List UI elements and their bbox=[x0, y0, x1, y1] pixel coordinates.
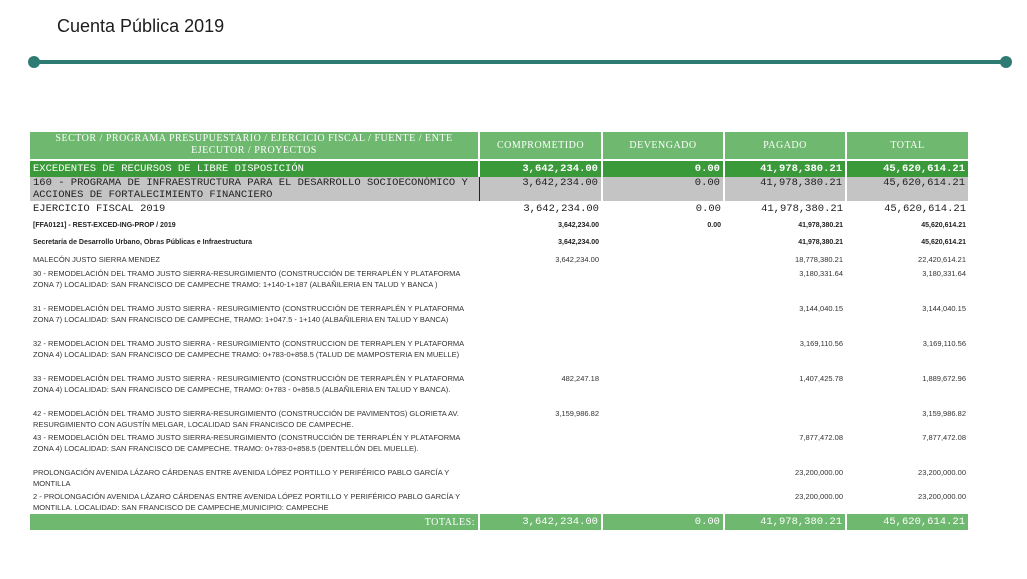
project-pagado: 23,200,000.00 bbox=[795, 468, 843, 477]
project-label: 33 - REMODELACIÓN DEL TRAMO JUSTO SIERRA - RESURGIMIENTO (CONSTRUCCIÓN DE TERRAPLÉN Y PLATAFORMA ZONA 4) LOCALIDAD: SAN FRANCISCO DE CAMPECHE, TRAMO: 0+783 - 0+858.5 (ALBAÑILERIA EN TALUD Y BANCA). bbox=[33, 374, 464, 394]
totales-pagado: 41,978,380.21 bbox=[724, 514, 846, 530]
project-row bbox=[30, 467, 969, 491]
project-pagado: 3,180,331.64 bbox=[799, 269, 843, 278]
project-label: 2 - PROLONGACIÓN AVENIDA LÁZARO CÁRDENAS ENTRE AVENIDA LÓPEZ PORTILLO Y PERIFÉRICO PABLO GARCÍA Y MONTILLA. LOCALIDAD: SAN FRANCISCO DE CAMPECHE,MUNICIPIO: CAMPECHE bbox=[33, 492, 460, 512]
totales-label: TOTALES: bbox=[30, 514, 479, 530]
project-row bbox=[30, 303, 969, 338]
ejercicio-label: EJERCICIO FISCAL 2019 bbox=[33, 202, 166, 215]
ejercicio-total: 45,620,614.21 bbox=[884, 202, 966, 215]
malecon-devengado bbox=[602, 251, 724, 268]
page-title: Cuenta Pública 2019 bbox=[57, 16, 225, 36]
divider-left-dot bbox=[28, 56, 40, 68]
ejercicio-devengado: 0.00 bbox=[695, 202, 721, 215]
divider-line bbox=[32, 60, 1006, 64]
excedentes-pagado: 41,978,380.21 bbox=[724, 161, 846, 177]
project-total: 7,877,472.08 bbox=[922, 433, 966, 442]
project-label: 43 - REMODELACIÓN DEL TRAMO JUSTO SIERRA-RESURGIMIENTO (CONSTRUCCIÓN DE TERRAPLÉN Y PLATAFORMA ZONA 4) LOCALIDAD: SAN FRANCISCO DE CAMPECHE. TRAMO: 0+783-0+858.5 (DENTELLÓN DEL MUELLE). bbox=[33, 433, 461, 453]
programa-pagado: 41,978,380.21 bbox=[724, 177, 846, 201]
project-comprometido bbox=[479, 467, 602, 491]
divider-right-dot bbox=[1000, 56, 1012, 68]
project-comprometido bbox=[479, 268, 602, 303]
project-devengado bbox=[602, 432, 724, 467]
project-total: 3,180,331.64 bbox=[922, 269, 966, 278]
project-row bbox=[30, 338, 969, 373]
project-devengado bbox=[602, 467, 724, 491]
malecon-pagado: 18,778,380.21 bbox=[795, 255, 843, 264]
project-label: PROLONGACIÓN AVENIDA LÁZARO CÁRDENAS ENTRE AVENIDA LÓPEZ PORTILLO Y PERIFÉRICO PABLO GARCÍA Y MONTILLA bbox=[33, 468, 450, 488]
ente-total: 45,620,614.21 bbox=[921, 239, 966, 246]
project-comprometido: 3,159,986.82 bbox=[555, 409, 599, 418]
project-devengado bbox=[602, 303, 724, 338]
excedentes-row bbox=[30, 161, 969, 177]
col-header-comprometido: COMPROMETIDO bbox=[479, 132, 602, 159]
fuente-devengado: 0.00 bbox=[707, 221, 721, 229]
programa-row bbox=[30, 177, 969, 201]
ejercicio-pagado: 41,978,380.21 bbox=[761, 202, 843, 215]
title-divider bbox=[32, 60, 1006, 64]
programa-label: 160 - PROGRAMA DE INFRAESTRUCTURA PARA EL DESARROLLO SOCIOECONÓMICO Y ACCIONES DE FORTALECIMIENTO FINANCIERO bbox=[30, 177, 479, 201]
fuente-row bbox=[30, 216, 969, 234]
ente-devengado bbox=[602, 234, 724, 251]
project-pagado: 7,877,472.08 bbox=[799, 433, 843, 442]
project-row bbox=[30, 408, 969, 432]
fuente-pagado: 41,978,380.21 bbox=[798, 221, 843, 229]
ente-label: Secretaría de Desarrollo Urbano, Obras Públicas e Infraestructura bbox=[33, 239, 253, 246]
project-label: 42 - REMODELACIÓN DEL TRAMO JUSTO SIERRA-RESURGIMIENTO (CONSTRUCCIÓN DE PAVIMENTOS) GLORIETA AV. RESURGIMIENTO CON AGUSTÍN MELGAR, LOCALIDAD SAN FRANCISCO DE CAMPECHE. bbox=[33, 409, 459, 429]
programa-comprometido: 3,642,234.00 bbox=[479, 177, 602, 201]
project-devengado bbox=[602, 268, 724, 303]
project-pagado: 3,169,110.56 bbox=[799, 339, 843, 348]
project-comprometido bbox=[479, 338, 602, 373]
excedentes-devengado: 0.00 bbox=[602, 161, 724, 177]
project-pagado: 23,200,000.00 bbox=[795, 492, 843, 501]
project-comprometido: 482,247.18 bbox=[561, 374, 599, 383]
fuente-label: [FFA0121] - REST-EXCED-ING-PROP / 2019 bbox=[33, 221, 176, 229]
budget-table bbox=[30, 132, 970, 530]
project-comprometido bbox=[479, 303, 602, 338]
malecon-total: 22,420,614.21 bbox=[918, 255, 966, 264]
totales-comprometido: 3,642,234.00 bbox=[479, 514, 602, 530]
totales-devengado: 0.00 bbox=[602, 514, 724, 530]
malecon-row bbox=[30, 251, 969, 268]
project-total: 3,144,040.15 bbox=[922, 304, 966, 313]
project-comprometido bbox=[479, 491, 602, 514]
excedentes-total: 45,620,614.21 bbox=[846, 161, 969, 177]
malecon-label: MALECÓN JUSTO SIERRA MENDEZ bbox=[33, 255, 160, 264]
project-pagado bbox=[724, 408, 846, 432]
programa-total: 45,620,614.21 bbox=[846, 177, 969, 201]
project-row bbox=[30, 268, 969, 303]
malecon-comprometido: 3,642,234.00 bbox=[555, 255, 599, 264]
project-devengado bbox=[602, 408, 724, 432]
ejercicio-comprometido: 3,642,234.00 bbox=[523, 202, 599, 215]
project-pagado: 1,407,425.78 bbox=[799, 374, 843, 383]
project-devengado bbox=[602, 491, 724, 514]
col-header-sector: SECTOR / PROGRAMA PRESUPUESTARIO / EJERCICIO FISCAL / FUENTE / ENTE EJECUTOR / PROYECTOS bbox=[30, 132, 479, 159]
fuente-comprometido: 3,642,234.00 bbox=[558, 221, 599, 229]
project-pagado: 3,144,040.15 bbox=[799, 304, 843, 313]
ente-comprometido: 3,642,234.00 bbox=[558, 239, 599, 246]
project-total: 23,200,000.00 bbox=[918, 492, 966, 501]
project-label: 30 - REMODELACIÓN DEL TRAMO JUSTO SIERRA-RESURGIMIENTO (CONSTRUCCIÓN DE TERRAPLÉN Y PLATAFORMA ZONA 7) LOCALIDAD: SAN FRANCISCO DE CAMPECHE TRAMO: 1+140-1+187 (ALBAÑILERIA EN TALUD Y BANCA ) bbox=[33, 269, 461, 289]
project-total: 23,200,000.00 bbox=[918, 468, 966, 477]
fuente-total: 45,620,614.21 bbox=[921, 221, 966, 229]
programa-devengado: 0.00 bbox=[602, 177, 724, 201]
excedentes-label: EXCEDENTES DE RECURSOS DE LIBRE DISPOSICIÓN bbox=[30, 161, 479, 177]
ente-pagado: 41,978,380.21 bbox=[798, 239, 843, 246]
project-label: 31 - REMODELACIÓN DEL TRAMO JUSTO SIERRA - RESURGIMIENTO (CONSTRUCCIÓN DE TERRAPLÉN Y PLATAFORMA ZONA 7) LOCALIDAD: SAN FRANCISCO DE CAMPECHE, TRAMO: 1+047.5 - 1+140 (ALBAÑILERIA EN TALUD Y BANCA) bbox=[33, 304, 464, 324]
project-row bbox=[30, 432, 969, 467]
project-label: 32 - REMODELACION DEL TRAMO JUSTO SIERRA - RESURGIMIENTO (CONSTRUCCION DE TERRAPLEN Y PLATAFORMA ZONA 4) LOCALIDAD: SAN FRANCISCO DE CAMPECHE TRAMO: 0+783-0+858.5 (TALUD DE MAMPOSTERIA EN MUELLE) bbox=[33, 339, 464, 359]
project-devengado bbox=[602, 338, 724, 373]
project-devengado bbox=[602, 373, 724, 408]
totales-row bbox=[30, 514, 969, 530]
excedentes-comprometido: 3,642,234.00 bbox=[479, 161, 602, 177]
project-total: 1,889,672.96 bbox=[922, 374, 966, 383]
project-total: 3,169,110.56 bbox=[922, 339, 966, 348]
project-row bbox=[30, 373, 969, 408]
ente-row bbox=[30, 234, 969, 251]
project-row bbox=[30, 491, 969, 514]
table-header-row bbox=[30, 132, 969, 159]
project-comprometido bbox=[479, 432, 602, 467]
totales-total: 45,620,614.21 bbox=[846, 514, 969, 530]
col-header-devengado: DEVENGADO bbox=[602, 132, 724, 159]
col-header-total: TOTAL bbox=[846, 132, 969, 159]
project-total: 3,159,986.82 bbox=[922, 409, 966, 418]
col-header-pagado: PAGADO bbox=[724, 132, 846, 159]
ejercicio-row bbox=[30, 201, 969, 216]
